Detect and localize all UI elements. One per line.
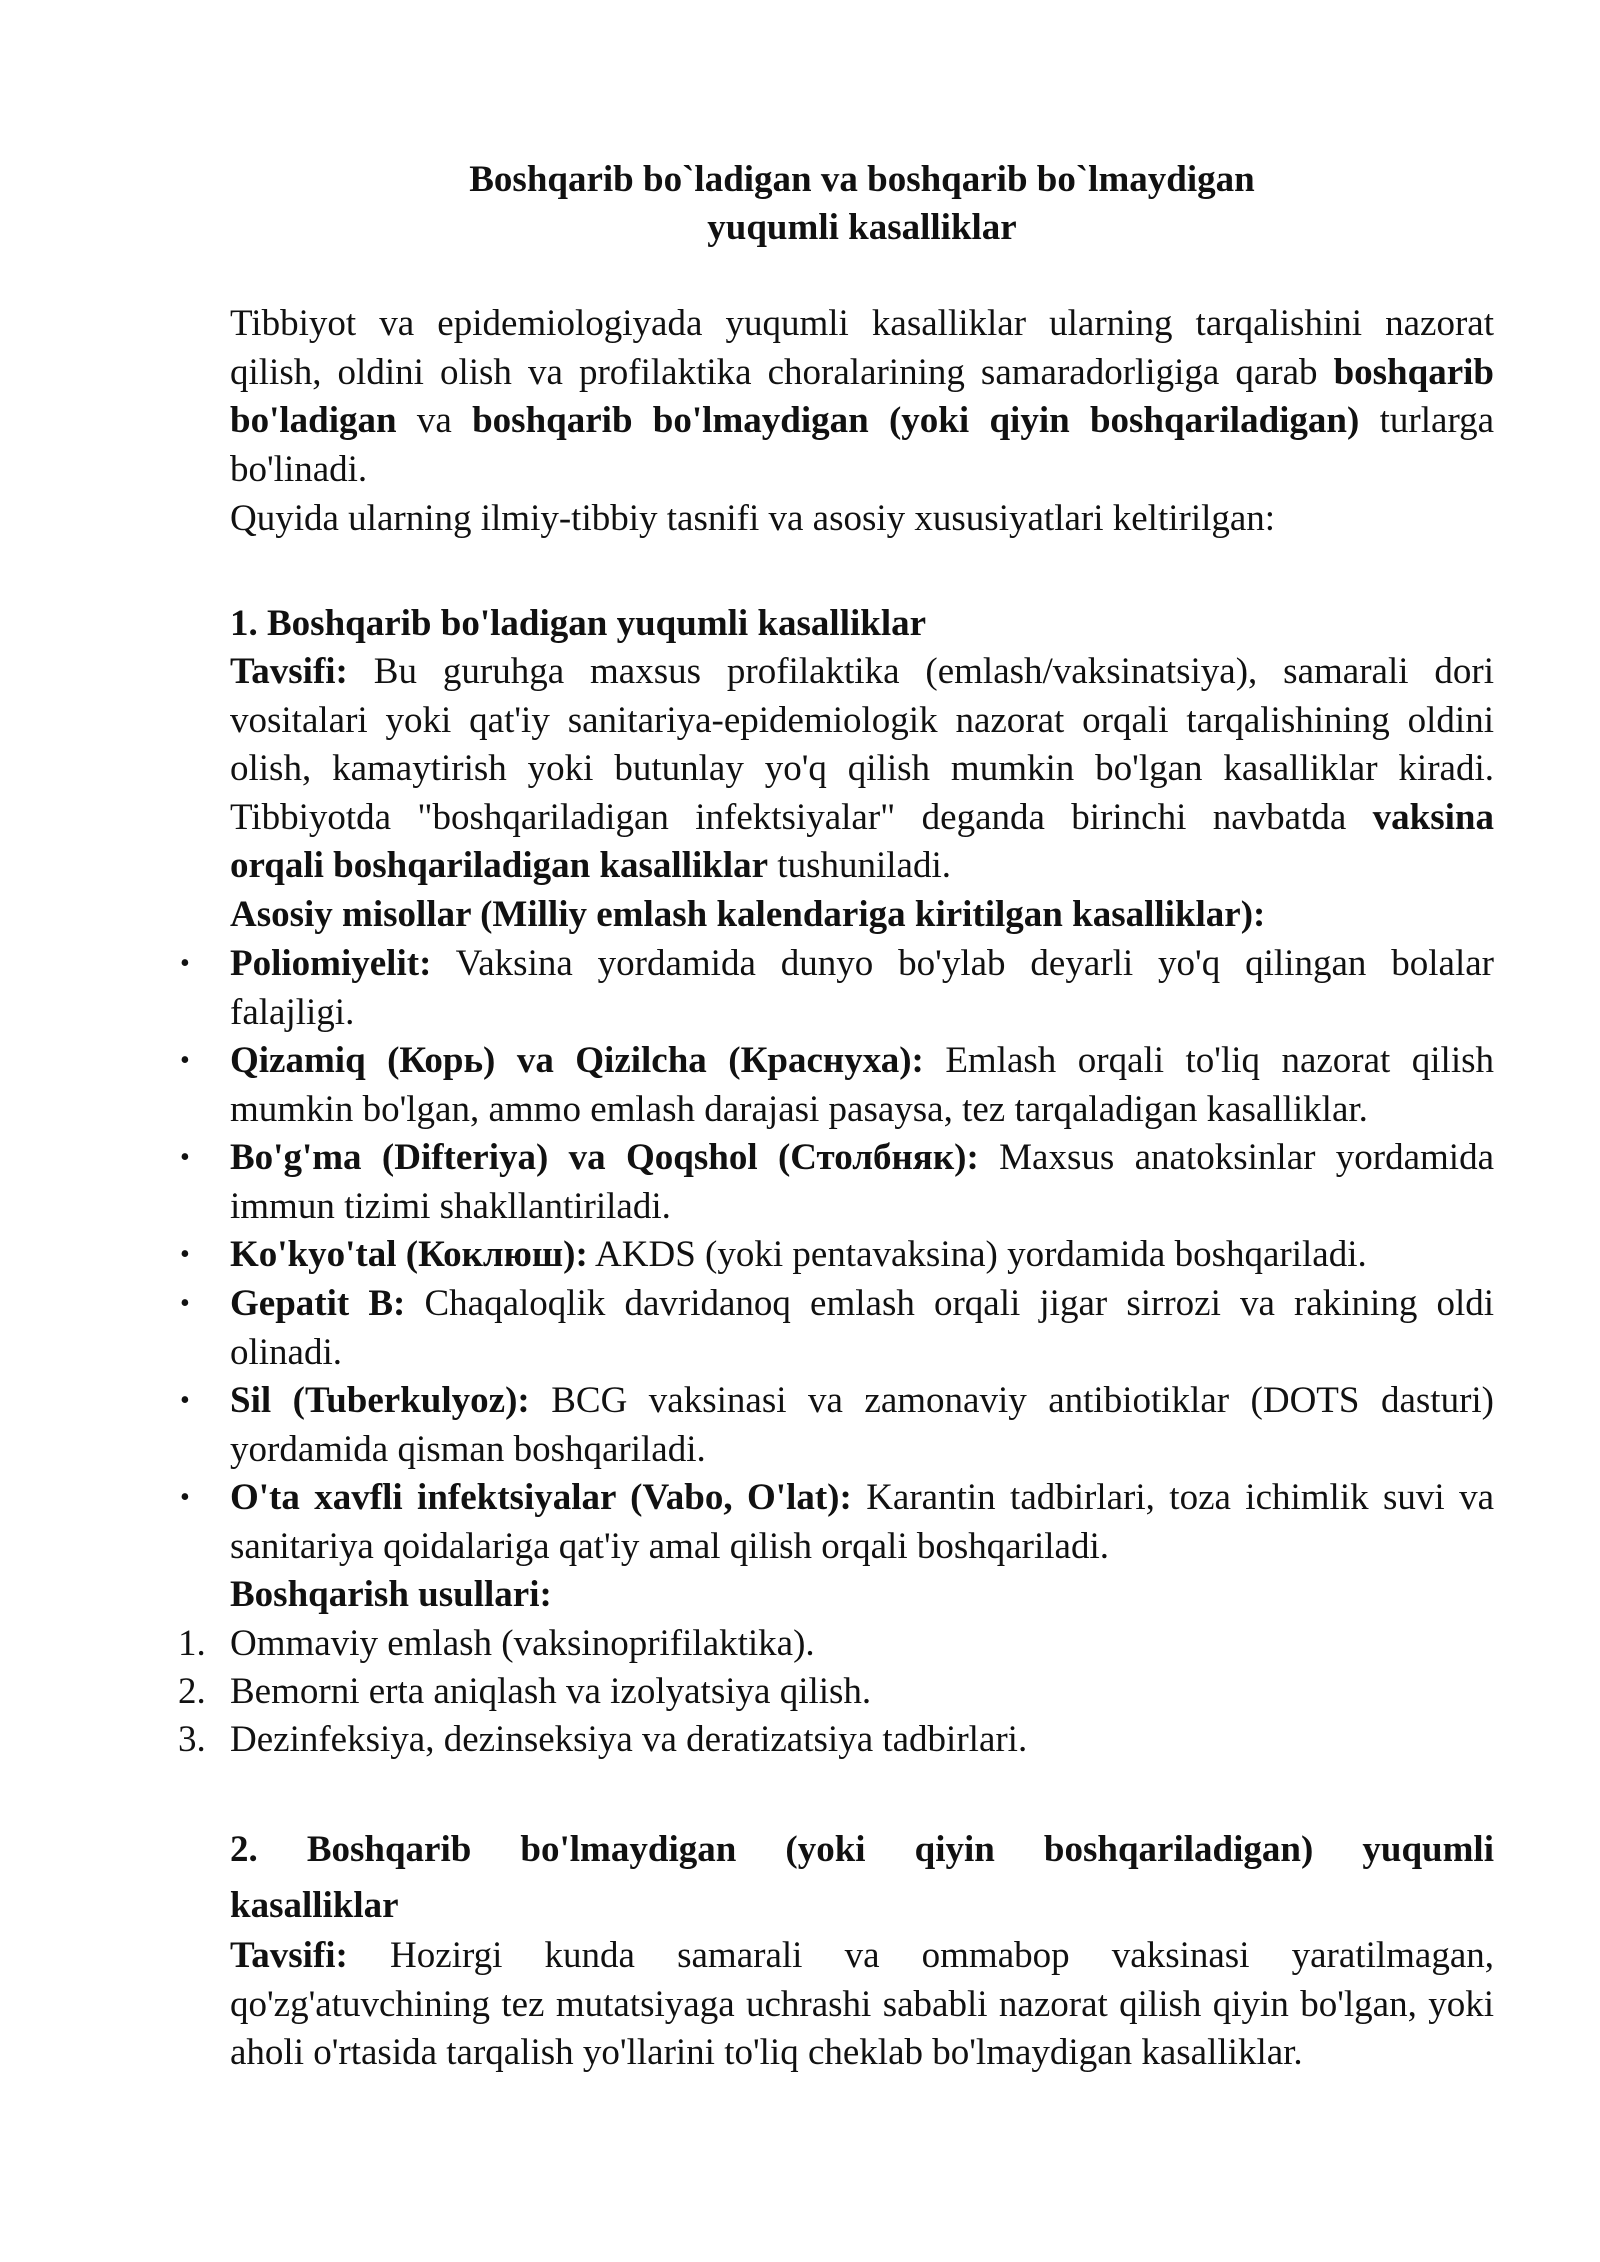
list-item xyxy=(230,940,1494,1037)
methods-heading: Boshqarish usullari: xyxy=(230,1574,552,1615)
list-item-text: Chaqaloqlik davridanoq emlash orqali jigar sirrozi va rakining oldi olinadi. xyxy=(230,1283,1495,1373)
intro-text-1: Tibbiyot va epidemiologiyada yuqumli kasalliklar ularning tarqalishini nazorat qilish, oldini olish va profilaktika choralarining samaradorligiga qarab xyxy=(230,303,1494,393)
intro-paragraph xyxy=(230,300,1494,494)
list-item-text: AKDS (yoki pentavaksina) yordamida boshqariladi. xyxy=(595,1234,1367,1275)
list-item-text: Emlash orqali to'liq nazorat qilish mumkin bo'lgan, ammo emlash darajasi pasaysa, tez tarqaladigan kasalliklar. xyxy=(230,1040,1494,1130)
section-2-description xyxy=(230,1932,1494,2078)
bullet-icon: • xyxy=(180,948,190,979)
document-title-line-1: Boshqarib bo`ladigan va boshqarib bo`lmaydigan xyxy=(469,159,1255,200)
bullet-icon: • xyxy=(180,1045,190,1076)
list-item-name: Ko'kyo'tal (Коклюш): xyxy=(230,1234,588,1275)
method-item: Ommaviy emlash (vaksinoprifilaktika). xyxy=(230,1623,815,1664)
examples-heading: Asosiy misollar (Milliy emlash kalendariga kiritilgan kasalliklar): xyxy=(230,894,1266,935)
intro-bold-1: boshqarib bo'ladigan xyxy=(230,351,1494,441)
list-item xyxy=(230,1037,1494,1134)
list-item-name: Qizamiq (Корь) va Qizilcha (Краснуха): xyxy=(230,1040,924,1081)
list-item xyxy=(230,1280,1494,1377)
list-item-name: Bo'g'ma (Difteriya) va Qoqshol (Столбняк): xyxy=(230,1137,979,1178)
list-item-text: BCG vaksinasi va zamonaviy antibiotiklar (DOTS dasturi) yordamida qisman boshqariladi. xyxy=(230,1380,1495,1470)
section-1-heading: 1. Boshqarib bo'ladigan yuqumli kasalliklar xyxy=(230,603,927,644)
list-item-text: Vaksina yordamida dunyo bo'ylab deyarli yo'q qilingan bolalar falajligi. xyxy=(230,943,1494,1033)
method-number: 1. xyxy=(178,1623,206,1664)
section-1-desc-label: Tavsifi: xyxy=(230,651,348,692)
section-1-desc-end: tushuniladi. xyxy=(777,845,951,886)
list-item-text: Karantin tadbirlari, toza ichimlik suvi va sanitariya qoidalariga qat'iy amal qilish orqali boshqariladi. xyxy=(230,1477,1494,1567)
bullet-icon: • xyxy=(180,1385,190,1416)
intro-line-2: Quyida ularning ilmiy-tibbiy tasnifi va asosiy xususiyatlari keltirilgan: xyxy=(230,498,1276,539)
section-1-description xyxy=(230,648,1494,891)
list-item xyxy=(230,1231,1494,1280)
list-item-name: Poliomiyelit: xyxy=(230,943,432,984)
list-item-text: Maxsus anatoksinlar yordamida immun tizimi shakllantiriladi. xyxy=(230,1137,1495,1227)
list-item-name: Sil (Tuberkulyoz): xyxy=(230,1380,530,1421)
document-title-line-2: yuqumli kasalliklar xyxy=(707,207,1017,248)
section-2-desc-label: Tavsifi: xyxy=(230,1935,348,1976)
bullet-icon: • xyxy=(180,1288,190,1319)
list-item-name: O'ta xavfli infektsiyalar (Vabo, O'lat): xyxy=(230,1477,852,1518)
section-2-desc-text: Hozirgi kunda samarali va ommabop vaksinasi yaratilmagan, qo'zg'atuvchining tez mutatsiyaga uchrashi sababli nazorat qilish qiyin bo'lgan, yoki aholi o'rtasida tarqalish yo'llarini to'liq cheklab bo'lmaydigan kasalliklar. xyxy=(230,1935,1495,2073)
intro-text-3: turlarga bo'linadi. xyxy=(230,400,1495,490)
bullet-icon: • xyxy=(180,1142,190,1173)
bullet-icon: • xyxy=(180,1239,190,1270)
intro-text-2: va xyxy=(416,400,452,441)
section-2-heading-line-2: kasalliklar xyxy=(230,1885,399,1926)
section-1-desc-text: Bu guruhga maxsus profilaktika (emlash/vaksinatsiya), samarali dori vositalari yoki qat'iy sanitariya-epidemiologik nazorat orqali tarqalishining oldini olish, kamaytirish yoki butunlay yo'q qilish mumkin bo'lgan kasalliklar kiradi. Tibbiyotda "boshqariladigan infektsiyalar" deganda birinchi navbatda xyxy=(230,651,1495,838)
method-number: 2. xyxy=(178,1671,206,1712)
list-item xyxy=(230,1377,1494,1474)
section-1-desc-bold: vaksina orqali boshqariladigan kasalliklar xyxy=(230,796,1495,886)
list-item-name: Gepatit B: xyxy=(230,1283,406,1324)
list-item xyxy=(230,1134,1494,1231)
intro-bold-2: boshqarib bo'lmaydigan (yoki qiyin boshqariladigan) xyxy=(472,400,1360,441)
bullet-icon: • xyxy=(180,1482,190,1513)
method-number: 3. xyxy=(178,1719,206,1760)
method-item: Bemorni erta aniqlash va izolyatsiya qilish. xyxy=(230,1671,872,1712)
method-item: Dezinfeksiya, dezinseksiya va deratizatsiya tadbirlari. xyxy=(230,1719,1028,1760)
section-2-heading-line-1: 2. Boshqarib bo'lmaydigan (yoki qiyin boshqariladigan) yuqumli xyxy=(230,1829,1494,1870)
list-item xyxy=(230,1474,1494,1571)
